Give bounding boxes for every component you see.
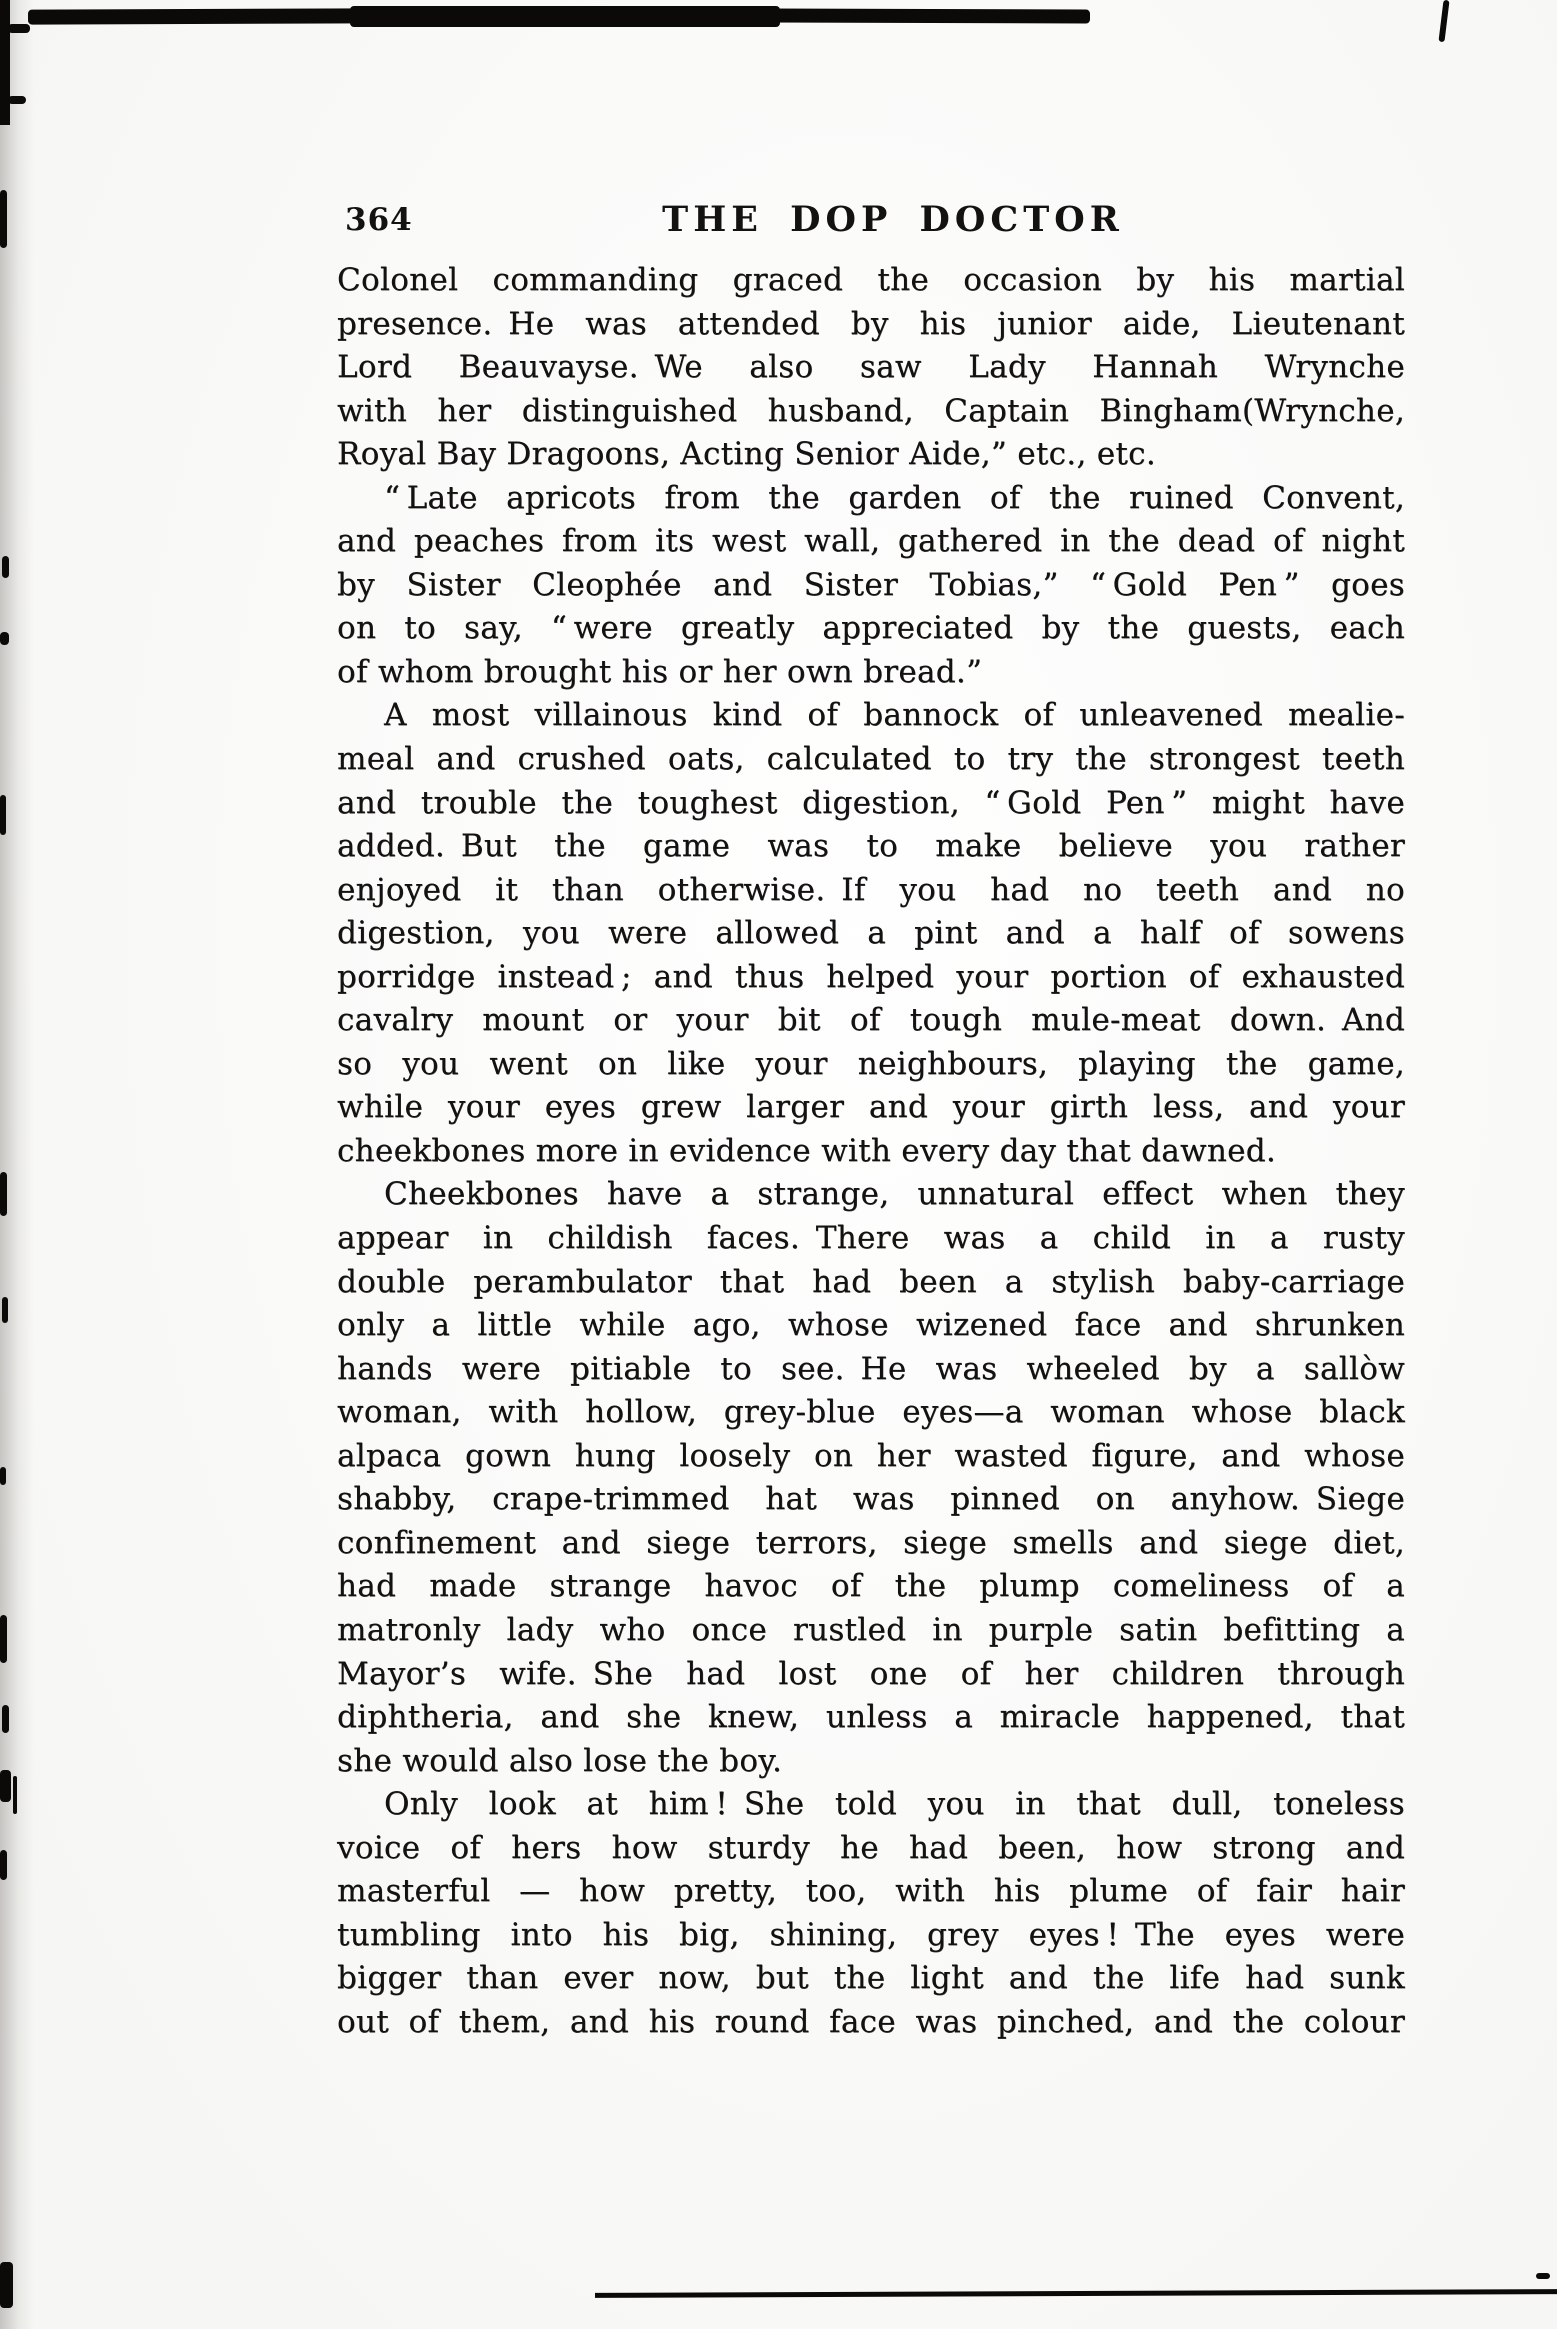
text-line: Colonel commanding graced the occasion by his martial — [337, 262, 1405, 298]
text-line: only a little while ago, whose wizened face and shrunken — [337, 1307, 1405, 1344]
scan-artifact-top-bar — [765, 8, 1090, 23]
text-line: woman, with hollow, grey-blue eyes—a woman whose black — [337, 1394, 1405, 1431]
scan-artifact — [0, 1615, 7, 1663]
text-line: and peaches from its west wall, gathered in the dead of night — [337, 523, 1405, 560]
text-line: hands were pitiable to see. He was wheeled by a sallòw — [337, 1350, 1405, 1387]
scan-artifact — [0, 190, 7, 248]
scan-artifact — [13, 1776, 17, 1814]
text-line: presence. He was attended by his junior aide, Lieutenant — [337, 305, 1405, 342]
scan-artifact-top-bar — [28, 8, 368, 24]
text-line: out of them, and his round face was pinched, and the colour — [337, 2003, 1405, 2040]
text-line: alpaca gown hung loosely on her wasted figure, and whose — [337, 1437, 1405, 1474]
scan-artifact-bottom-line — [595, 2289, 1557, 2298]
scan-artifact — [8, 96, 26, 104]
text-line: with her distinguished husband, Captain Bingham(Wrynche, — [337, 392, 1405, 429]
text-line: while your eyes grew larger and your girth less, and your — [337, 1089, 1405, 1126]
text-line: shabby, crape-trimmed hat was pinned on anyhow. Siege — [337, 1481, 1405, 1518]
scan-artifact — [1536, 2273, 1550, 2279]
text-line: matronly lady who once rustled in purple satin befitting a — [337, 1611, 1405, 1648]
text-line: cheekbones more in evidence with every day that dawned. — [337, 1132, 1277, 1169]
text-line: bigger than ever now, but the light and the life had sunk — [337, 1960, 1405, 1997]
text-line: confinement and siege terrors, siege smells and siege diet, — [337, 1524, 1405, 1561]
text-line: cavalry mount or your bit of tough mule-meat down. And — [337, 1002, 1405, 1039]
scan-artifact — [2, 1705, 9, 1733]
text-line: had made strange havoc of the plump comeliness of a — [337, 1568, 1405, 1605]
text-line: double perambulator that had been a stylish baby-carriage — [337, 1263, 1405, 1300]
scan-artifact — [2, 1297, 8, 1323]
scan-artifact-left-streak — [0, 0, 10, 125]
text-line: appear in childish faces. There was a child in a rusty — [337, 1220, 1405, 1257]
text-line: porridge instead ; and thus helped your portion of exhausted — [337, 958, 1405, 995]
binding-shadow — [0, 0, 34, 2329]
scan-artifact — [0, 1850, 7, 1880]
scan-artifact — [0, 1467, 6, 1485]
scan-artifact — [2, 556, 9, 578]
text-line: Only look at him ! She told you in that dull, toneless — [384, 1786, 1405, 1823]
scan-artifact — [0, 1770, 11, 1802]
scan-artifact — [0, 2262, 13, 2308]
text-line: so you went on like your neighbours, playing the game, — [337, 1045, 1405, 1082]
text-line: A most villainous kind of bannock of unleavened mealie- — [384, 697, 1405, 734]
scan-artifact — [0, 1172, 7, 1216]
text-line: enjoyed it than otherwise. If you had no teeth and no — [337, 871, 1405, 908]
text-line: she would also lose the boy. — [337, 1742, 783, 1779]
text-line: added. But the game was to make believe you rather — [337, 828, 1405, 865]
scan-artifact — [8, 24, 30, 33]
scan-artifact — [0, 795, 6, 835]
text-line: Cheekbones have a strange, unnatural effect when they — [384, 1176, 1405, 1213]
text-line: Lord Beauvayse. We also saw Lady Hannah Wrynche — [337, 349, 1405, 386]
text-line: Mayor’s wife. She had lost one of her children through — [337, 1655, 1405, 1692]
text-line: meal and crushed oats, calculated to try the strongest teeth — [337, 741, 1405, 778]
body-text — [337, 259, 1405, 2044]
scan-artifact — [0, 632, 9, 645]
running-title: THE DOP DOCTOR — [662, 199, 1124, 240]
scan-artifact-top-bar — [350, 6, 780, 27]
text-line: tumbling into his big, shining, grey eyes ! The eyes were — [337, 1916, 1405, 1953]
text-line: Royal Bay Dragoons, Acting Senior Aide,” etc., etc. — [337, 436, 1156, 473]
text-line: and trouble the toughest digestion, “ Gold Pen ” might have — [337, 784, 1405, 821]
text-line: by Sister Cleophée and Sister Tobias,” “ Gold Pen ” goes — [337, 566, 1405, 603]
scan-artifact-top-right — [1438, 0, 1449, 42]
text-line: diphtheria, and she knew, unless a miracle happened, that — [337, 1699, 1405, 1736]
page-header — [337, 198, 1405, 242]
text-line: digestion, you were allowed a pint and a half of sowens — [337, 915, 1405, 952]
text-line: “ Late apricots from the garden of the ruined Convent, — [384, 479, 1405, 516]
text-line: voice of hers how sturdy he had been, how strong and — [337, 1829, 1405, 1866]
text-line: of whom brought his or her own bread.” — [337, 653, 983, 690]
text-line: on to say, “ were greatly appreciated by the guests, each — [337, 610, 1405, 647]
text-line: masterful — how pretty, too, with his plume of fair hair — [337, 1873, 1405, 1910]
page-number: 364 — [345, 202, 413, 238]
